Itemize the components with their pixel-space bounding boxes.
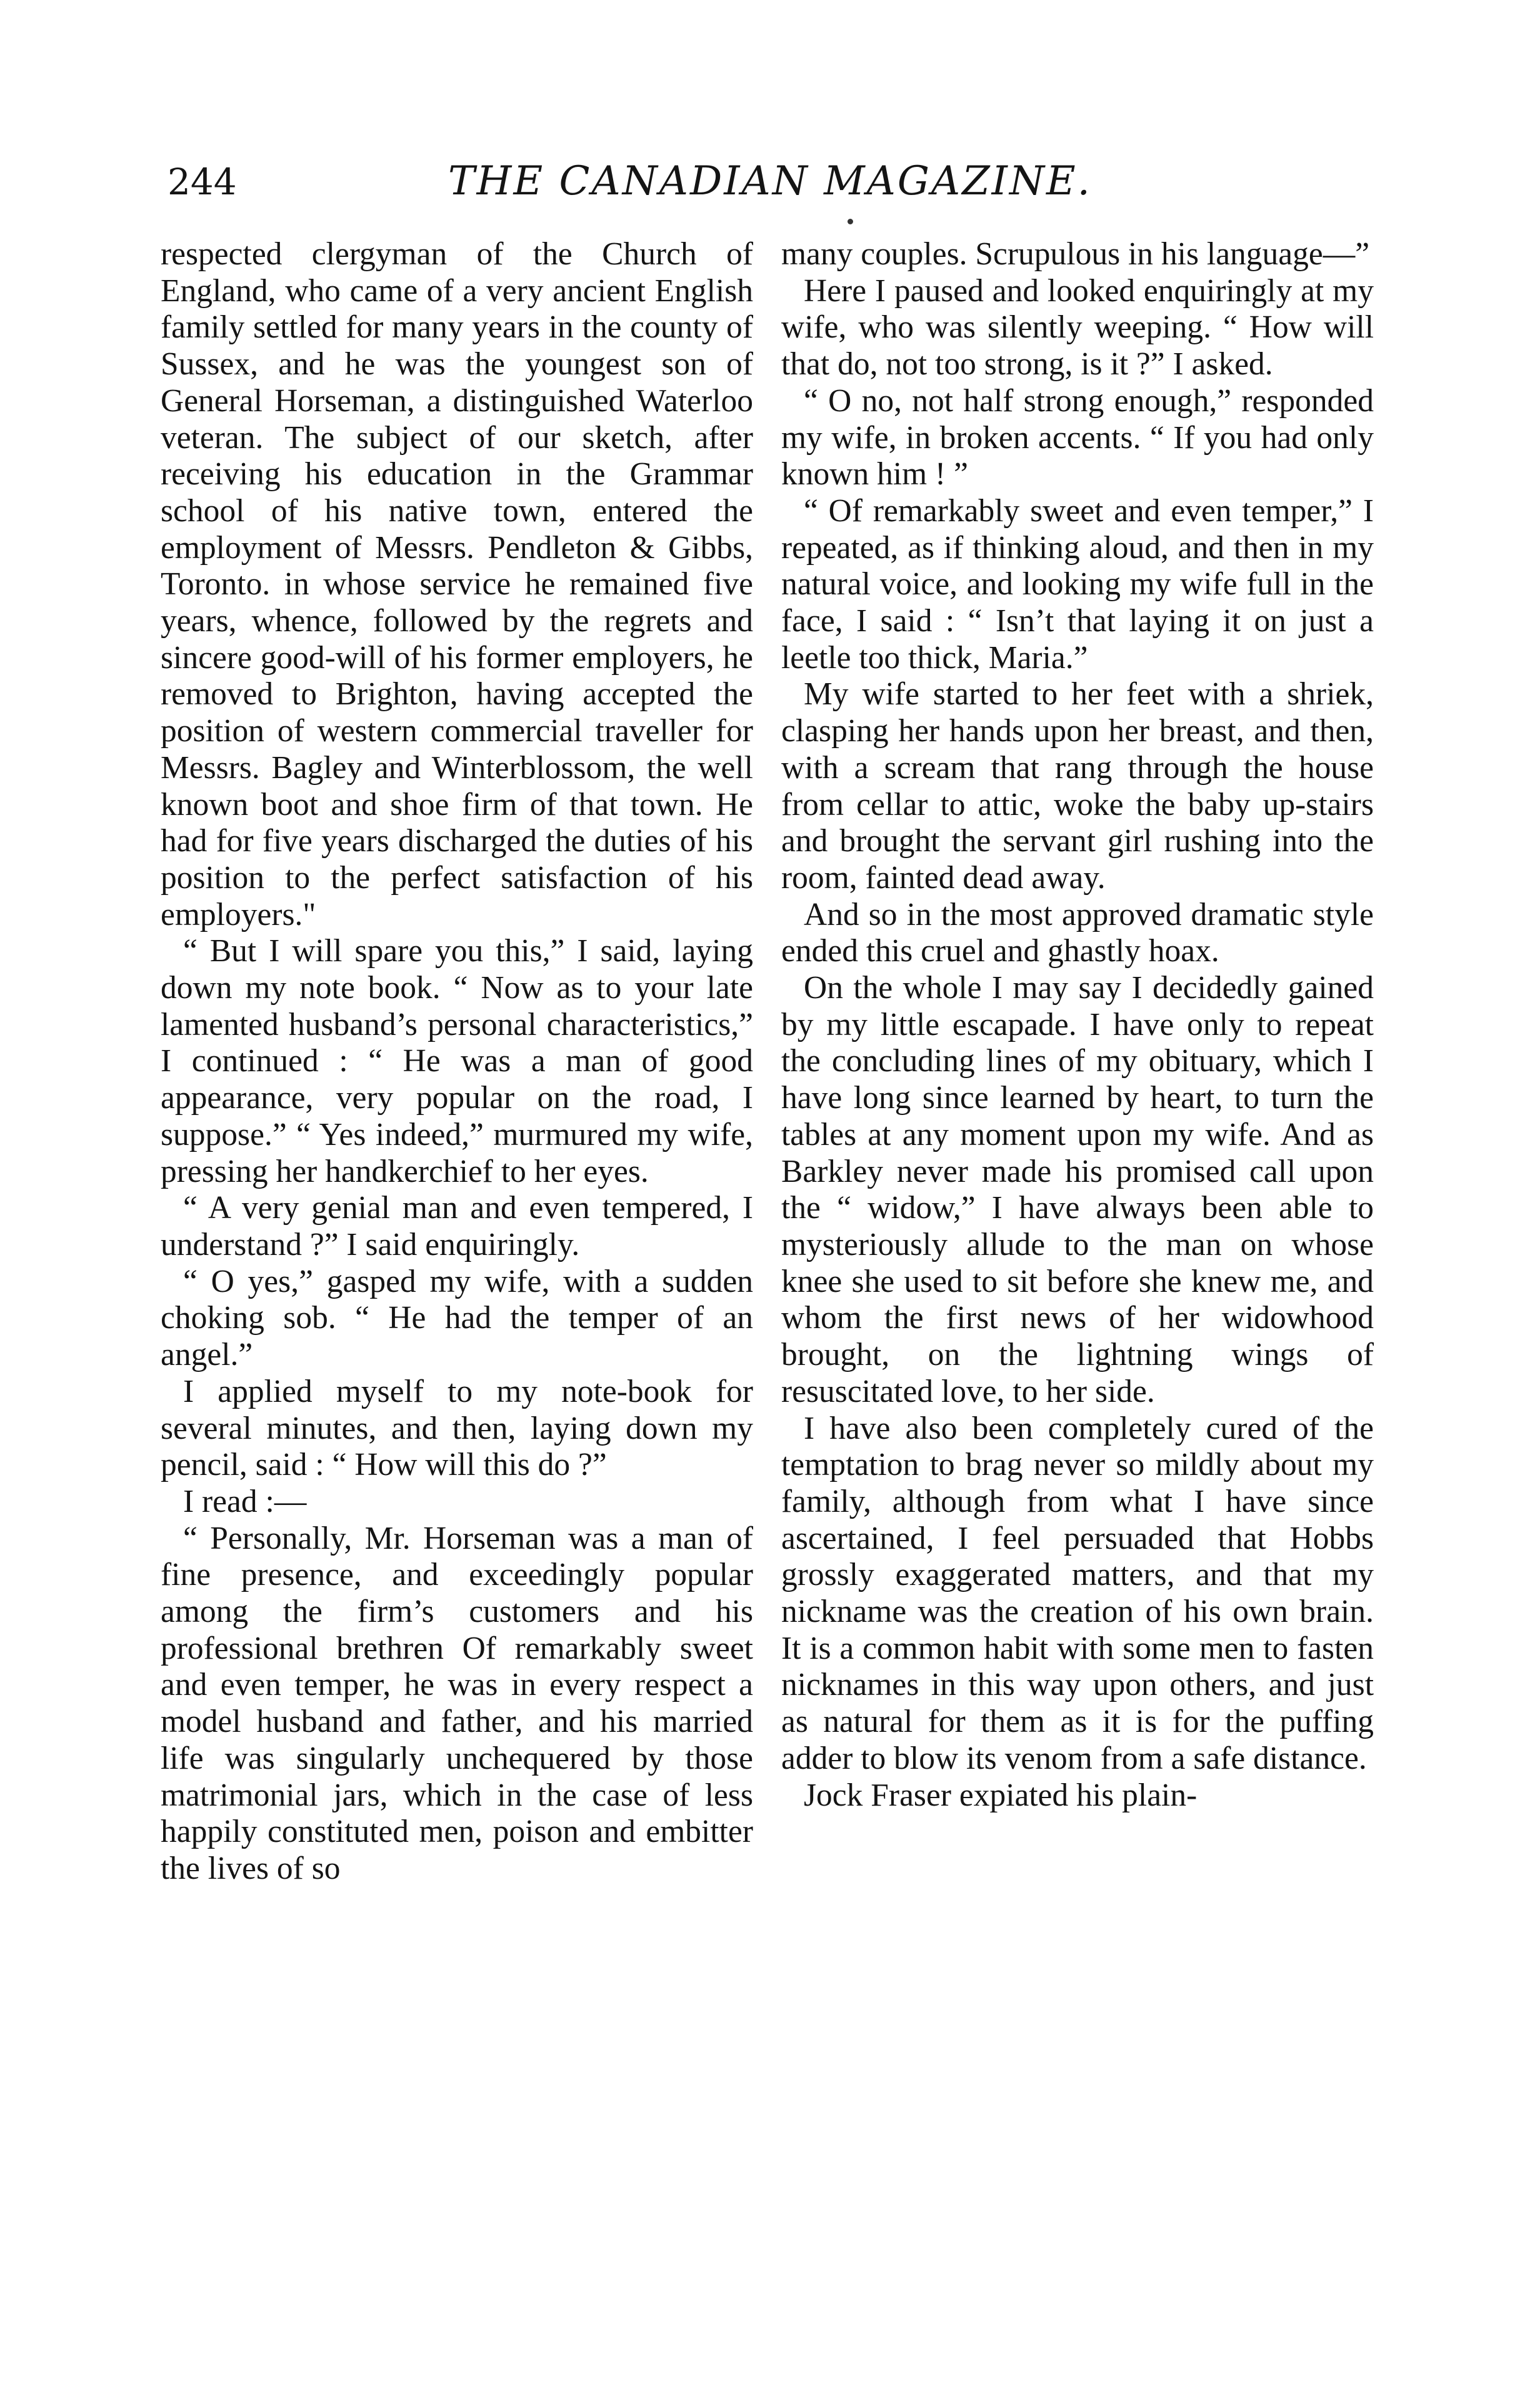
right-paragraph-4: “ Of remarkably sweet and even temper,” I repeated, as if thinking aloud, and then in my natural voice, and looking my wife full in the face, I said : “ Isn’t that laying it on just a leetle too thick, Maria.” (781, 492, 1374, 676)
right-paragraph-2: Here I paused and looked enquiringly at my wife, who was silently weeping. “ How will that do, not too strong, is it ?” I asked. (781, 272, 1374, 382)
right-paragraph-3: “ O no, not half strong enough,” responded my wife, in broken accents. “ If you had only known him ! ” (781, 382, 1374, 492)
right-paragraph-9: Jock Fraser expiated his plain- (804, 1777, 1198, 1813)
right-paragraph-1: many couples. Scrupulous in his language—” (781, 236, 1370, 272)
left-paragraph-4: “ O yes,” gasped my wife, with a sudden choking sob. “ He had the temper of an angel.” (161, 1263, 753, 1373)
running-title: THE CANADIAN MAGAZINE. (448, 158, 1092, 204)
left-paragraph-2: “ But I will spare you this,” I said, laying down my note book. “ Now as to your late lamented husband’s personal characteristics,” I continued : “ He was a man of good appearance, very popular on the road, I suppose.” “ Yes indeed,” murmured my wife, pressing her handkerchief to her eyes. (161, 933, 753, 1189)
right-paragraph-5: My wife started to her feet with a shriek, clasping her hands upon her breast, and then, with a scream that rang through the house from cellar to attic, woke the baby up-stairs and brought the servant girl rushing into the room, fainted dead away. (781, 676, 1374, 896)
page-number: 244 (168, 161, 237, 203)
left-paragraph-5: I applied myself to my note-book for several minutes, and then, laying down my pencil, said : “ How will this do ?” (161, 1373, 753, 1483)
left-paragraph-3: “ A very genial man and even tempered, I understand ?” I said enquiringly. (161, 1190, 753, 1262)
right-paragraph-7: On the whole I may say I decidedly gained by my little escapade. I have only to repeat the concluding lines of my obituary, which I have long since learned by heart, to turn the tables at any moment upon my wife. And as Barkley never made his promised call upon the “ widow,” I have always been able to mysteriously allude to the man on whose knee she used to sit before she knew me, and whom the first news of her widowhood brought, on the lightning wings of resuscitated love, to her side. (781, 970, 1374, 1409)
left-paragraph-1: respected clergyman of the Church of England, who came of a very ancient English family settled for many years in the county of Sussex, and he was the youngest son of General Horseman, a distinguished Waterloo veteran. The subject of our sketch, after receiving his education in the Grammar school of his native town, entered the employment of Messrs. Pendleton & Gibbs, Toronto. in whose service he remained five years, whence, followed by the regrets and sincere good-will of his former employers, he removed to Brighton, having accepted the position of western commercial traveller for Messrs. Bagley and Winterblossom, the well known boot and shoe firm of that town. He had for five years discharged the duties of his position to the perfect satisfaction of his employers." (161, 236, 753, 932)
left-paragraph-6: I read :— (183, 1483, 307, 1519)
left-paragraph-7: “ Personally, Mr. Horseman was a man of fine presence, and exceedingly popular among the firm’s customers and his professional brethren Of remarkably sweet and even temper, he was in every respect a model husband and father, and his married life was singularly unchequered by those matrimonial jars, which in the case of less happily constituted men, poison and embitter the lives of so (161, 1520, 753, 1886)
left-column (161, 236, 753, 1888)
right-paragraph-6: And so in the most approved dramatic style ended this cruel and ghastly hoax. (781, 896, 1374, 969)
right-column (781, 236, 1374, 1814)
right-paragraph-8: I have also been completely cured of the temptation to brag never so mildly about my family, although from what I have since ascertained, I feel persuaded that Hobbs grossly exaggerated matters, and that my nickname was the creation of his own brain. It is a common habit with some men to fasten nicknames in this way upon others, and just as natural for them as it is for the puffing adder to blow its venom from a safe distance. (781, 1410, 1374, 1776)
print-speck (848, 219, 853, 224)
